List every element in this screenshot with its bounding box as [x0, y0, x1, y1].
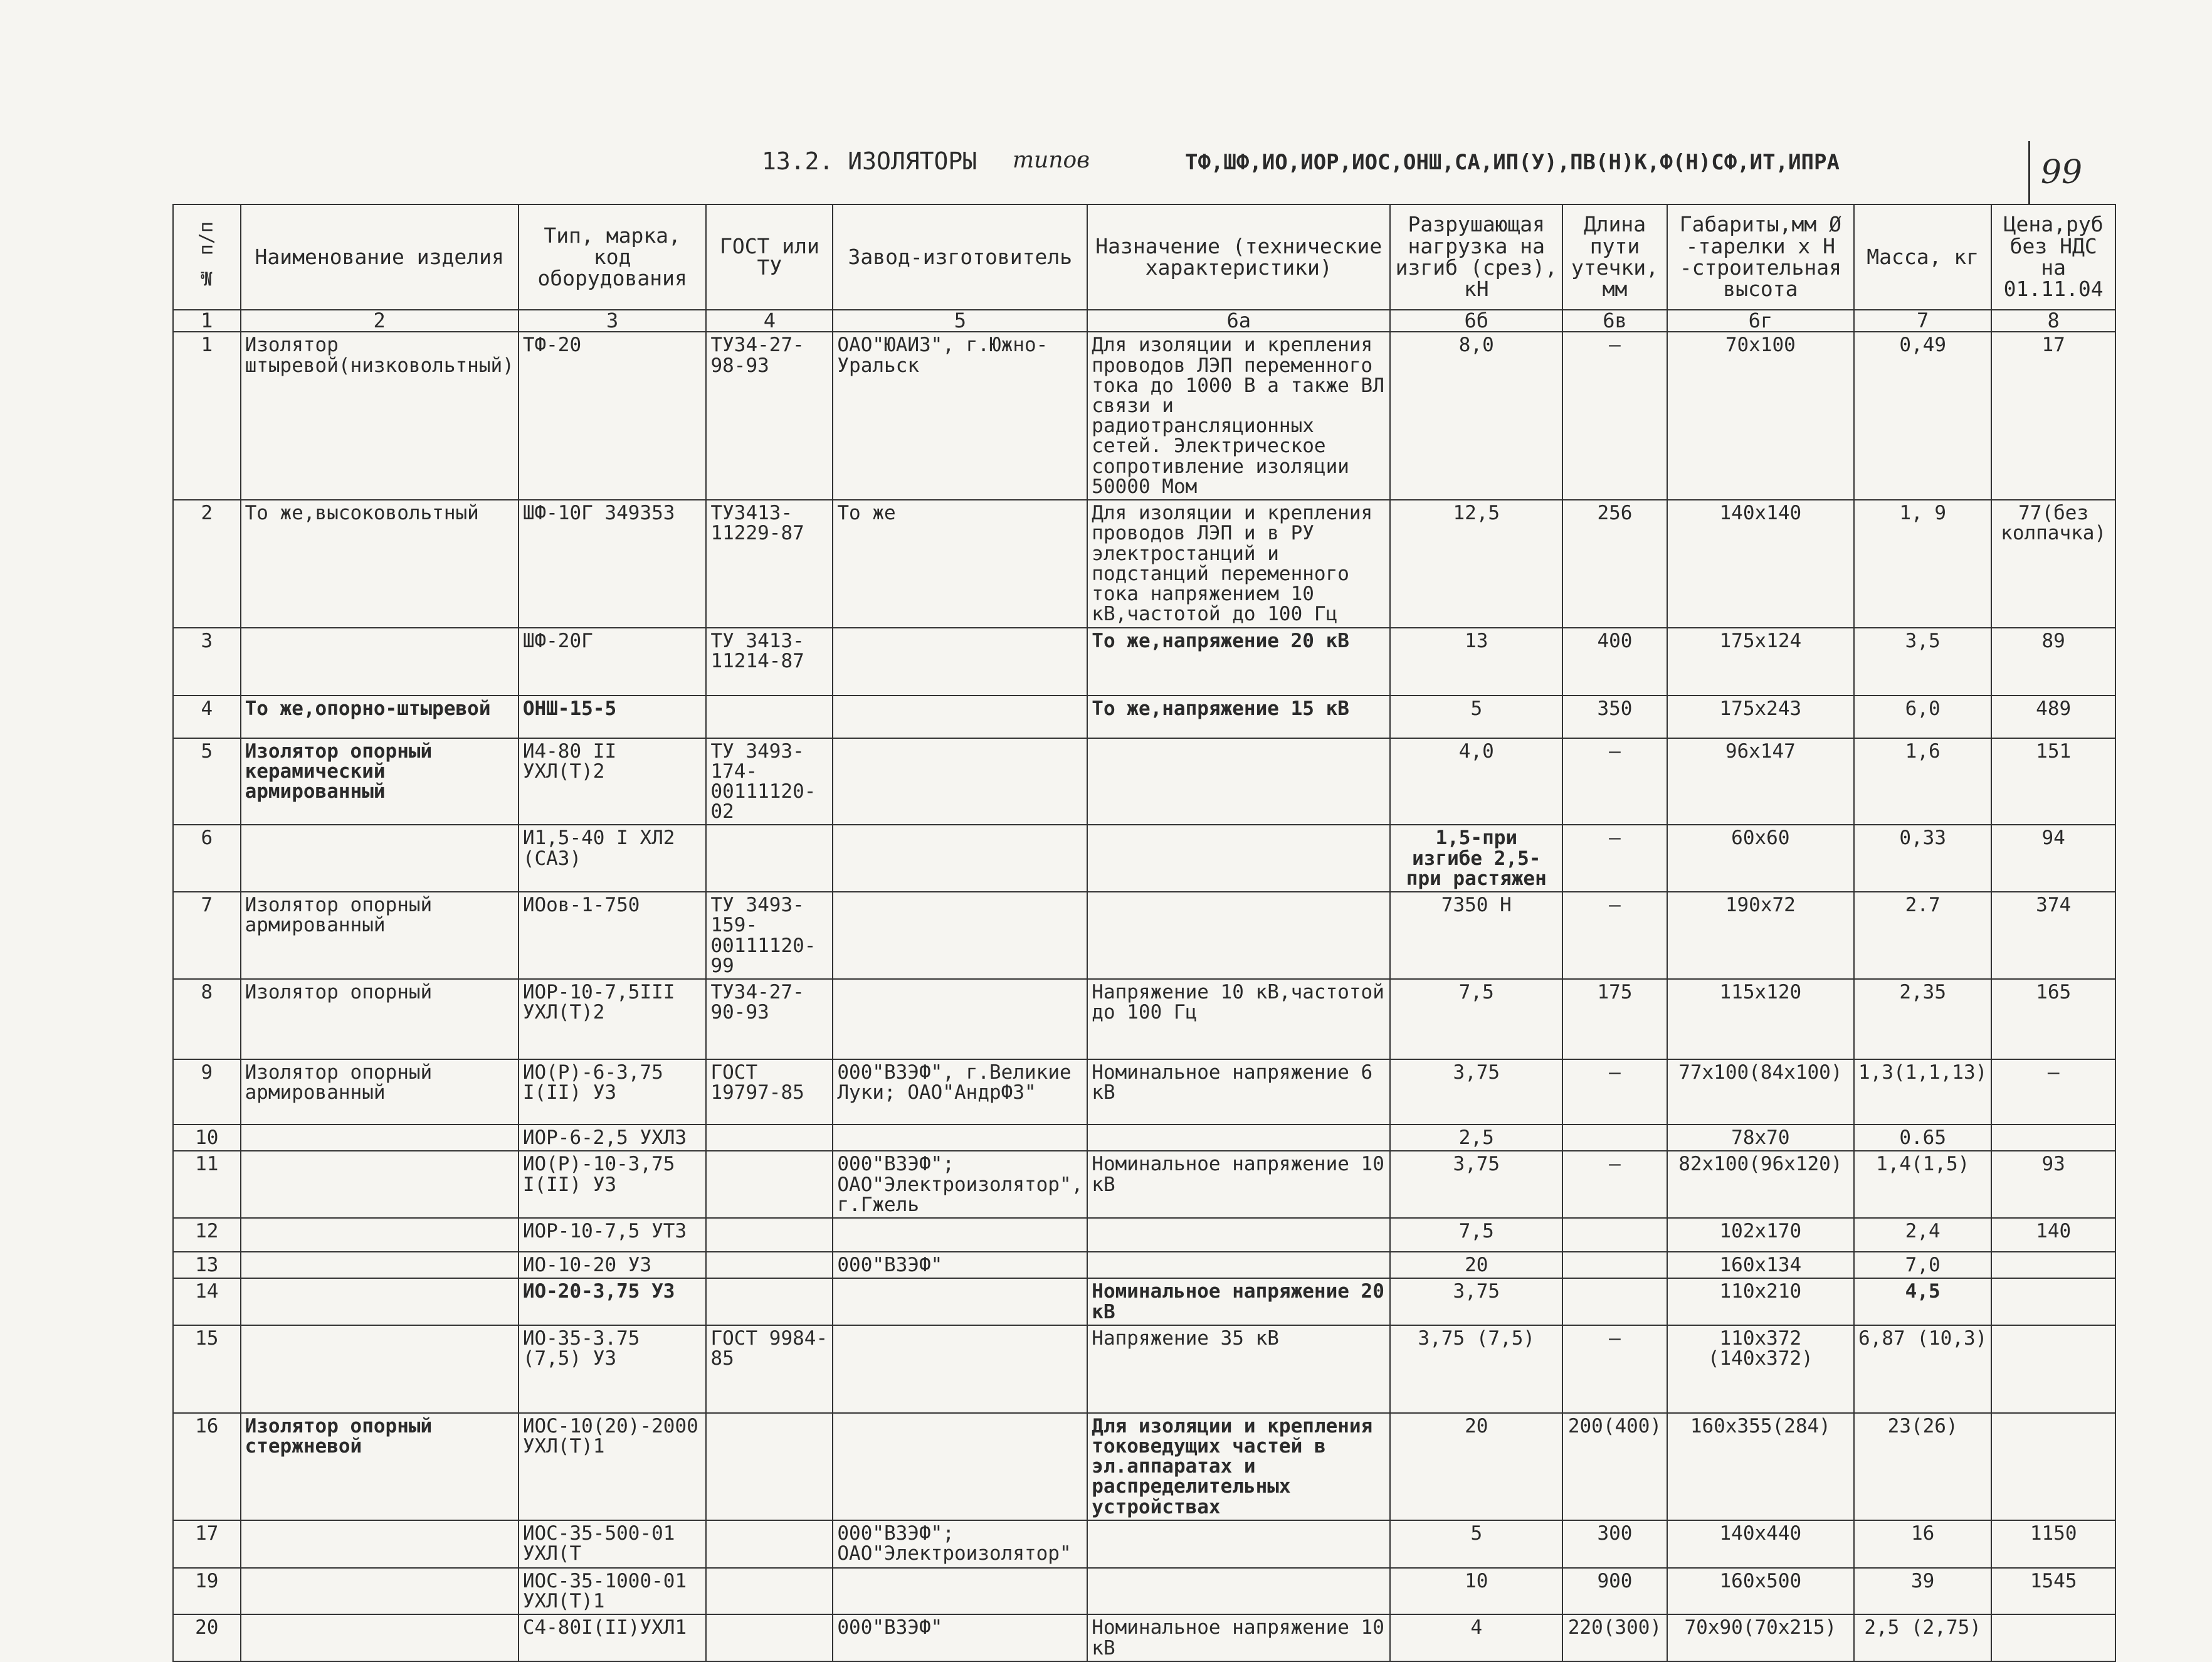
- cell-gost: [706, 696, 833, 738]
- section-title-handwritten: типов: [1013, 147, 1090, 173]
- cell-maker: ОАО"ЮАИЗ", г.Южно-Уральск: [833, 332, 1087, 500]
- cell-gost: [706, 1520, 833, 1568]
- cell-load: 3,75: [1390, 1059, 1562, 1125]
- cell-type: ИОР-10-7,5 УТ3: [519, 1218, 707, 1252]
- table-row: [173, 979, 2115, 1059]
- cell-n: 8: [173, 979, 241, 1059]
- cell-name: [241, 1520, 519, 1568]
- cell-leak: –: [1562, 1151, 1667, 1218]
- cell-maker: 000"ВЗЭФ", г.Великие Луки; ОАО"АндрФЗ": [833, 1059, 1087, 1125]
- cell-leak: –: [1562, 332, 1667, 500]
- cell-maker: [833, 738, 1087, 825]
- cell-price: [1991, 1252, 2115, 1278]
- cell-load: 20: [1390, 1413, 1562, 1520]
- column-number: 3: [519, 310, 707, 332]
- cell-n: 9: [173, 1059, 241, 1125]
- cell-load: 4,0: [1390, 738, 1562, 825]
- cell-dims: 140x440: [1667, 1520, 1854, 1568]
- cell-load: 7,5: [1390, 979, 1562, 1059]
- cell-leak: [1562, 1125, 1667, 1151]
- cell-name: Изолятор опорный армированный: [241, 1059, 519, 1125]
- cell-price: 1545: [1991, 1568, 2115, 1614]
- table-row: [173, 332, 2115, 500]
- cell-gost: ТУ34-27-98-93: [706, 332, 833, 500]
- cell-maker: [833, 825, 1087, 892]
- cell-purpose: Напряжение 10 кВ,частотой до 100 Гц: [1087, 979, 1390, 1059]
- cell-purpose: [1087, 1252, 1390, 1278]
- cell-mass: 1,3(1,1,13): [1854, 1059, 1991, 1125]
- cell-price: 151: [1991, 738, 2115, 825]
- col-gost: ГОСТ или ТУ: [706, 204, 833, 310]
- cell-type: ИОов-1-750: [519, 892, 707, 979]
- cell-leak: [1562, 1278, 1667, 1325]
- cell-gost: ТУ 3493-174-00111120-02: [706, 738, 833, 825]
- cell-purpose: Для изоляции и крепления проводов ЛЭП переменного тока до 1000 В а также ВЛ связи и радиотрансляционных сетей. Электрическое сопротивление изоляции 50000 Мом: [1087, 332, 1390, 500]
- cell-load: 13: [1390, 628, 1562, 696]
- cell-price: 17: [1991, 332, 2115, 500]
- cell-dims: 96x147: [1667, 738, 1854, 825]
- col-dims: Габариты,мм Ø -тарелки х Н -строительная высота: [1667, 204, 1854, 310]
- table-row: [173, 1520, 2115, 1568]
- column-number: 7: [1854, 310, 1991, 332]
- cell-purpose: То же,напряжение 15 кВ: [1087, 696, 1390, 738]
- column-number: 6б: [1390, 310, 1562, 332]
- cell-n: 7: [173, 892, 241, 979]
- cell-maker: 000"ВЗЭФ"; ОАО"Электроизолятор", г.Гжель: [833, 1151, 1087, 1218]
- cell-gost: [706, 1125, 833, 1151]
- cell-dims: 175x124: [1667, 628, 1854, 696]
- table-row: [173, 500, 2115, 627]
- cell-dims: 140x140: [1667, 500, 1854, 627]
- title-line: [172, 129, 2022, 198]
- cell-price: 165: [1991, 979, 2115, 1059]
- table-row: [173, 628, 2115, 696]
- cell-price: [1991, 1125, 2115, 1151]
- cell-mass: 39: [1854, 1568, 1991, 1614]
- cell-name: Изолятор опорный керамический армированный: [241, 738, 519, 825]
- cell-n: 2: [173, 500, 241, 627]
- column-number: 1: [173, 310, 241, 332]
- cell-type: ИОС-10(20)-2000 УХЛ(Т)1: [519, 1413, 707, 1520]
- cell-gost: ТУ 3413-11214-87: [706, 628, 833, 696]
- cell-n: 5: [173, 738, 241, 825]
- column-number: 6а: [1087, 310, 1390, 332]
- cell-purpose: [1087, 738, 1390, 825]
- cell-purpose: [1087, 1125, 1390, 1151]
- table-row: [173, 1278, 2115, 1325]
- cell-gost: ТУ3413-11229-87: [706, 500, 833, 627]
- cell-mass: 1,4(1,5): [1854, 1151, 1991, 1218]
- cell-mass: 0,33: [1854, 825, 1991, 892]
- cell-leak: –: [1562, 1325, 1667, 1413]
- cell-n: 13: [173, 1252, 241, 1278]
- section-title: 13.2. ИЗОЛЯТОРЫ: [762, 147, 977, 175]
- cell-name: [241, 1278, 519, 1325]
- cell-n: 14: [173, 1278, 241, 1325]
- cell-type: ИОС-35-500-01 УХЛ(Т: [519, 1520, 707, 1568]
- cell-leak: [1562, 1218, 1667, 1252]
- cell-price: [1991, 1614, 2115, 1661]
- cell-leak: 900: [1562, 1568, 1667, 1614]
- page-number: 99: [2028, 141, 2093, 204]
- cell-leak: –: [1562, 738, 1667, 825]
- insulators-table: [172, 204, 2116, 1662]
- cell-purpose: То же,напряжение 20 кВ: [1087, 628, 1390, 696]
- cell-price: [1991, 1413, 2115, 1520]
- cell-n: 4: [173, 696, 241, 738]
- cell-leak: –: [1562, 825, 1667, 892]
- cell-price: 1150: [1991, 1520, 2115, 1568]
- cell-price: [1991, 1325, 2115, 1413]
- cell-maker: [833, 1125, 1087, 1151]
- cell-mass: 23(26): [1854, 1413, 1991, 1520]
- cell-type: ТФ-20: [519, 332, 707, 500]
- document-sheet: [172, 129, 2116, 1659]
- table-row: [173, 1218, 2115, 1252]
- cell-gost: [706, 1218, 833, 1252]
- cell-leak: –: [1562, 1059, 1667, 1125]
- cell-n: 12: [173, 1218, 241, 1252]
- cell-purpose: Номинальное напряжение 10 кВ: [1087, 1151, 1390, 1218]
- cell-name: [241, 1614, 519, 1661]
- cell-purpose: Для изоляции и крепления токоведущих частей в эл.аппаратах и распределительных устройствах: [1087, 1413, 1390, 1520]
- cell-maker: [833, 1568, 1087, 1614]
- table-row: [173, 892, 2115, 979]
- column-number-row: [173, 310, 2115, 332]
- cell-name: [241, 1568, 519, 1614]
- cell-load: 10: [1390, 1568, 1562, 1614]
- cell-load: 20: [1390, 1252, 1562, 1278]
- cell-leak: –: [1562, 892, 1667, 979]
- column-number: 6г: [1667, 310, 1854, 332]
- table-row: [173, 1252, 2115, 1278]
- cell-n: 15: [173, 1325, 241, 1413]
- table-row: [173, 738, 2115, 825]
- cell-maker: То же: [833, 500, 1087, 627]
- col-load: Разрушающая нагрузка на изгиб (срез), кН: [1390, 204, 1562, 310]
- cell-type: ИО-10-20 УЗ: [519, 1252, 707, 1278]
- cell-type: ИО(Р)-10-3,75 I(II) УЗ: [519, 1151, 707, 1218]
- col-num: № п/п: [173, 204, 241, 310]
- cell-gost: [706, 825, 833, 892]
- cell-mass: 3,5: [1854, 628, 1991, 696]
- cell-purpose: Напряжение 35 кВ: [1087, 1325, 1390, 1413]
- cell-name: [241, 1325, 519, 1413]
- cell-mass: 1, 9: [1854, 500, 1991, 627]
- cell-price: 77(без колпачка): [1991, 500, 2115, 627]
- cell-name: [241, 1125, 519, 1151]
- cell-type: ИО(Р)-6-3,75 I(II) УЗ: [519, 1059, 707, 1125]
- cell-leak: 350: [1562, 696, 1667, 738]
- cell-price: 94: [1991, 825, 2115, 892]
- cell-mass: 2,35: [1854, 979, 1991, 1059]
- cell-mass: 2.7: [1854, 892, 1991, 979]
- col-price: Цена,руб без НДС на 01.11.04: [1991, 204, 2115, 310]
- cell-mass: 2,5 (2,75): [1854, 1614, 1991, 1661]
- cell-leak: 400: [1562, 628, 1667, 696]
- cell-type: ИОР-10-7,5III УХЛ(Т)2: [519, 979, 707, 1059]
- cell-dims: 110x372 (140x372): [1667, 1325, 1854, 1413]
- cell-purpose: [1087, 1520, 1390, 1568]
- cell-price: 93: [1991, 1151, 2115, 1218]
- cell-dims: 78x70: [1667, 1125, 1854, 1151]
- table-row: [173, 696, 2115, 738]
- cell-load: 7350 Н: [1390, 892, 1562, 979]
- cell-maker: [833, 1218, 1087, 1252]
- cell-name: То же,высоковольтный: [241, 500, 519, 627]
- table-row: [173, 1568, 2115, 1614]
- cell-maker: 000"ВЗЭФ": [833, 1614, 1087, 1661]
- cell-gost: [706, 1614, 833, 1661]
- cell-purpose: [1087, 825, 1390, 892]
- cell-price: 489: [1991, 696, 2115, 738]
- cell-purpose: [1087, 892, 1390, 979]
- cell-dims: 160x500: [1667, 1568, 1854, 1614]
- cell-dims: 60x60: [1667, 825, 1854, 892]
- cell-price: 140: [1991, 1218, 2115, 1252]
- cell-leak: 200(400): [1562, 1413, 1667, 1520]
- cell-gost: [706, 1252, 833, 1278]
- cell-mass: 4,5: [1854, 1278, 1991, 1325]
- cell-dims: 70x100: [1667, 332, 1854, 500]
- table-row: [173, 1614, 2115, 1661]
- cell-gost: [706, 1278, 833, 1325]
- cell-n: 3: [173, 628, 241, 696]
- cell-maker: [833, 1325, 1087, 1413]
- cell-n: 6: [173, 825, 241, 892]
- cell-load: 7,5: [1390, 1218, 1562, 1252]
- cell-name: Изолятор опорный армированный: [241, 892, 519, 979]
- cell-mass: 16: [1854, 1520, 1991, 1568]
- cell-n: 11: [173, 1151, 241, 1218]
- cell-gost: ТУ34-27-90-93: [706, 979, 833, 1059]
- column-number: 6в: [1562, 310, 1667, 332]
- cell-dims: 115x120: [1667, 979, 1854, 1059]
- cell-dims: 190x72: [1667, 892, 1854, 979]
- col-mass: Масса, кг: [1854, 204, 1991, 310]
- cell-load: 2,5: [1390, 1125, 1562, 1151]
- cell-mass: 0.65: [1854, 1125, 1991, 1151]
- cell-dims: 102x170: [1667, 1218, 1854, 1252]
- cell-maker: [833, 979, 1087, 1059]
- cell-type: ШФ-10Г 349353: [519, 500, 707, 627]
- cell-maker: [833, 628, 1087, 696]
- cell-maker: [833, 892, 1087, 979]
- cell-load: 1,5-при изгибе 2,5-при растяжен: [1390, 825, 1562, 892]
- cell-leak: [1562, 1252, 1667, 1278]
- cell-maker: 000"ВЗЭФ": [833, 1252, 1087, 1278]
- cell-gost: ГОСТ 19797-85: [706, 1059, 833, 1125]
- cell-leak: 300: [1562, 1520, 1667, 1568]
- cell-n: 10: [173, 1125, 241, 1151]
- cell-leak: 220(300): [1562, 1614, 1667, 1661]
- cell-n: 16: [173, 1413, 241, 1520]
- cell-load: 5: [1390, 696, 1562, 738]
- cell-gost: ГОСТ 9984-85: [706, 1325, 833, 1413]
- cell-load: 3,75: [1390, 1151, 1562, 1218]
- cell-maker: [833, 1413, 1087, 1520]
- cell-gost: ТУ 3493-159-00111120-99: [706, 892, 833, 979]
- insulator-types: ТФ,ШФ,ИО,ИОР,ИОС,ОНШ,СА,ИП(У),ПВ(Н)К,Ф(Н)СФ,ИТ,ИПРА: [1185, 150, 1840, 175]
- cell-type: ШФ-20Г: [519, 628, 707, 696]
- cell-name: [241, 1151, 519, 1218]
- cell-n: 1: [173, 332, 241, 500]
- table-row: [173, 1325, 2115, 1413]
- col-name: Наименование изделия: [241, 204, 519, 310]
- cell-purpose: Для изоляции и крепления проводов ЛЭП и в РУ электростанций и подстанций переменного тока напряжением 10 кВ,частотой до 100 Гц: [1087, 500, 1390, 627]
- cell-gost: [706, 1568, 833, 1614]
- cell-purpose: [1087, 1218, 1390, 1252]
- cell-type: ИОР-6-2,5 УХЛ3: [519, 1125, 707, 1151]
- cell-n: 19: [173, 1568, 241, 1614]
- cell-type: ИО-20-3,75 УЗ: [519, 1278, 707, 1325]
- cell-mass: 7,0: [1854, 1252, 1991, 1278]
- cell-dims: 110x210: [1667, 1278, 1854, 1325]
- cell-name: Изолятор опорный стержневой: [241, 1413, 519, 1520]
- col-leak: Длина пути утечки, мм: [1562, 204, 1667, 310]
- cell-dims: 175x243: [1667, 696, 1854, 738]
- cell-dims: 160x355(284): [1667, 1413, 1854, 1520]
- table-row: [173, 825, 2115, 892]
- col-type: Тип, марка, код оборудования: [519, 204, 707, 310]
- table-row: [173, 1413, 2115, 1520]
- cell-dims: 82x100(96x120): [1667, 1151, 1854, 1218]
- cell-gost: [706, 1413, 833, 1520]
- cell-name: [241, 825, 519, 892]
- cell-purpose: Номинальное напряжение 6 кВ: [1087, 1059, 1390, 1125]
- cell-price: [1991, 1278, 2115, 1325]
- cell-dims: 77x100(84x100): [1667, 1059, 1854, 1125]
- cell-name: [241, 1252, 519, 1278]
- cell-mass: 6,0: [1854, 696, 1991, 738]
- cell-name: Изолятор опорный: [241, 979, 519, 1059]
- cell-leak: 256: [1562, 500, 1667, 627]
- cell-maker: [833, 1278, 1087, 1325]
- cell-purpose: Номинальное напряжение 20 кВ: [1087, 1278, 1390, 1325]
- cell-type: И1,5-40 I ХЛ2 (СА3): [519, 825, 707, 892]
- cell-maker: [833, 696, 1087, 738]
- table-row: [173, 1151, 2115, 1218]
- cell-name: Изолятор штыревой(низковольтный): [241, 332, 519, 500]
- col-maker: Завод-изготовитель: [833, 204, 1087, 310]
- cell-price: 89: [1991, 628, 2115, 696]
- cell-dims: 160x134: [1667, 1252, 1854, 1278]
- table-row: [173, 1059, 2115, 1125]
- cell-mass: 0,49: [1854, 332, 1991, 500]
- cell-load: 3,75 (7,5): [1390, 1325, 1562, 1413]
- cell-n: 20: [173, 1614, 241, 1661]
- cell-type: ИОС-35-1000-01 УХЛ(Т)1: [519, 1568, 707, 1614]
- cell-leak: 175: [1562, 979, 1667, 1059]
- cell-load: 5: [1390, 1520, 1562, 1568]
- cell-load: 3,75: [1390, 1278, 1562, 1325]
- cell-price: –: [1991, 1059, 2115, 1125]
- column-number: 8: [1991, 310, 2115, 332]
- cell-mass: 1,6: [1854, 738, 1991, 825]
- cell-maker: 000"ВЗЭФ"; ОАО"Электроизолятор": [833, 1520, 1087, 1568]
- cell-type: ИО-35-3.75 (7,5) УЗ: [519, 1325, 707, 1413]
- column-number: 5: [833, 310, 1087, 332]
- cell-name: [241, 1218, 519, 1252]
- cell-name: [241, 628, 519, 696]
- table-row: [173, 1125, 2115, 1151]
- column-number: 4: [706, 310, 833, 332]
- cell-type: С4-80I(II)УХЛ1: [519, 1614, 707, 1661]
- cell-load: 12,5: [1390, 500, 1562, 627]
- cell-load: 4: [1390, 1614, 1562, 1661]
- column-number: 2: [241, 310, 519, 332]
- cell-purpose: [1087, 1568, 1390, 1614]
- col-purpose: Назначение (технические характеристики): [1087, 204, 1390, 310]
- cell-mass: 2,4: [1854, 1218, 1991, 1252]
- cell-price: 374: [1991, 892, 2115, 979]
- header-row: [173, 204, 2115, 310]
- table-body: [173, 332, 2115, 1661]
- cell-mass: 6,87 (10,3): [1854, 1325, 1991, 1413]
- cell-name: То же,опорно-штыревой: [241, 696, 519, 738]
- cell-gost: [706, 1151, 833, 1218]
- cell-type: ОНШ-15-5: [519, 696, 707, 738]
- cell-type: И4-80 II УХЛ(Т)2: [519, 738, 707, 825]
- cell-purpose: Номинальное напряжение 10 кВ: [1087, 1614, 1390, 1661]
- cell-dims: 70x90(70x215): [1667, 1614, 1854, 1661]
- cell-n: 17: [173, 1520, 241, 1568]
- cell-load: 8,0: [1390, 332, 1562, 500]
